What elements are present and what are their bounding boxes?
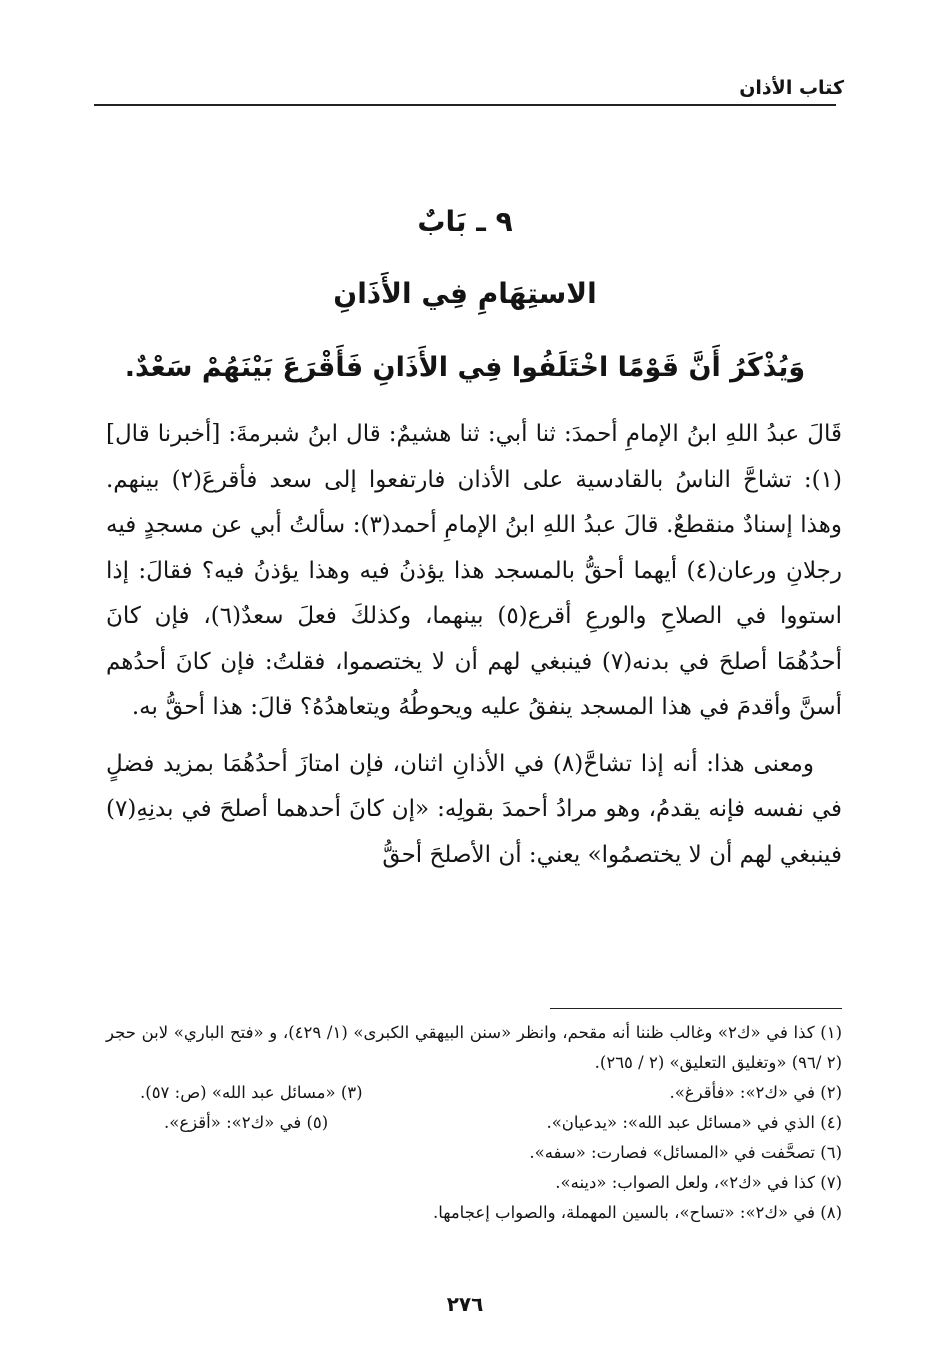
main-text [106,412,842,878]
footnote-6: (٦) تصحَّفت في «المسائل» فصارت: «سفه». [529,1143,842,1162]
footnote-2: (٢) في «ك٢»: «فأقرغ». [669,1083,842,1102]
header-rule [94,104,836,106]
footnote-1: (١) كذا في «ك٢» وغالب ظننا أنه مقحم، وانظر «سنن البيهقي الكبرى» (١/ ٤٢٩)، و «فتح الباري» لابن حجر (٢ /٩٦) «وتغليق التعليق» (٢ / ٢٦٥). [106,1023,842,1072]
body-paragraph-1: قَالَ عبدُ اللهِ ابنُ الإمامِ أحمدَ: ثنا أبي: ثنا هشيمٌ: قال ابنُ شبرمةَ: [أخبرنا قال](١): تشاحَّ الناسُ بالقادسية على الأذان فارتفعوا إلى سعد فأقرعَ(٢) بينهم. وهذا إسنادٌ منقطعٌ. قالَ عبدُ اللهِ ابنُ الإمامِ أحمد(٣): سألتُ أبي عن مسجدٍ فيه رجلانِ ورعان(٤) أيهما أحقُّ بالمسجد هذا يؤذنُ فيه وهذا يؤذنُ فيه؟ فقالَ: إذا استووا في الصلاحِ والورعِ أقرع(٥) بينهما، وكذلكَ فعلَ سعدٌ(٦)، فإن كانَ أحدُهُمَا أصلحَ في بدنه(٧) فينبغي لهم أن لا يختصموا، فقلتُ: فإن كانَ أحدُهم أسنَّ وأقدمَ في هذا المسجد ينفقُ عليه ويحوطُهُ ويتعاهدُهُ؟ قالَ: هذا أحقُّ به. [106,421,842,720]
chapter-number: ٩ ـ بَابٌ [417,205,513,238]
page-number: ٢٧٦ [446,1292,484,1316]
footnote-8: (٨) في «ك٢»: «تساح»، بالسين المهملة، والصواب إعجامها. [432,1203,842,1222]
footnote-4: (٤) الذي في «مسائل عبد الله»: «يدعيان». [546,1113,842,1132]
footnote-5: (٥) في «ك٢»: «أقزع». [164,1113,329,1132]
footnote-7: (٧) كذا في «ك٢»، ولعل الصواب: «دينه». [555,1173,842,1192]
footnote-3: (٣) «مسائل عبد الله» (ص: ٥٧). [140,1083,363,1102]
body-paragraph-2: ومعنى هذا: أنه إذا تشاحَّ(٨) في الأذانِ اثنان، فإن امتازَ أحدُهُمَا بمزيد فضلٍ في نفسه فإنه يقدمُ، وهو مرادُ أحمدَ بقولِه: «إن كانَ أحدهما أصلحَ في بدنِهِ(٧) فينبغي لهم أن لا يختصمُوا» يعني: أن الأصلحَ أحقُّ [106,750,842,868]
footnote-row-4-5 [106,1108,842,1138]
footnotes [106,1018,842,1228]
footnote-row-2-3 [106,1078,842,1108]
footnote-rule [550,1008,842,1009]
chapter-title: الاستِهَامِ فِي الأَذَانِ [333,277,597,310]
running-header: كتاب الأذان [739,77,844,99]
chapter-subtitle: وَيُذْكَرُ أَنَّ قَوْمًا اخْتَلَفُوا فِي الأَذَانِ فَأَقْرَعَ بَيْنَهُمْ سَعْدٌ. [124,352,806,383]
